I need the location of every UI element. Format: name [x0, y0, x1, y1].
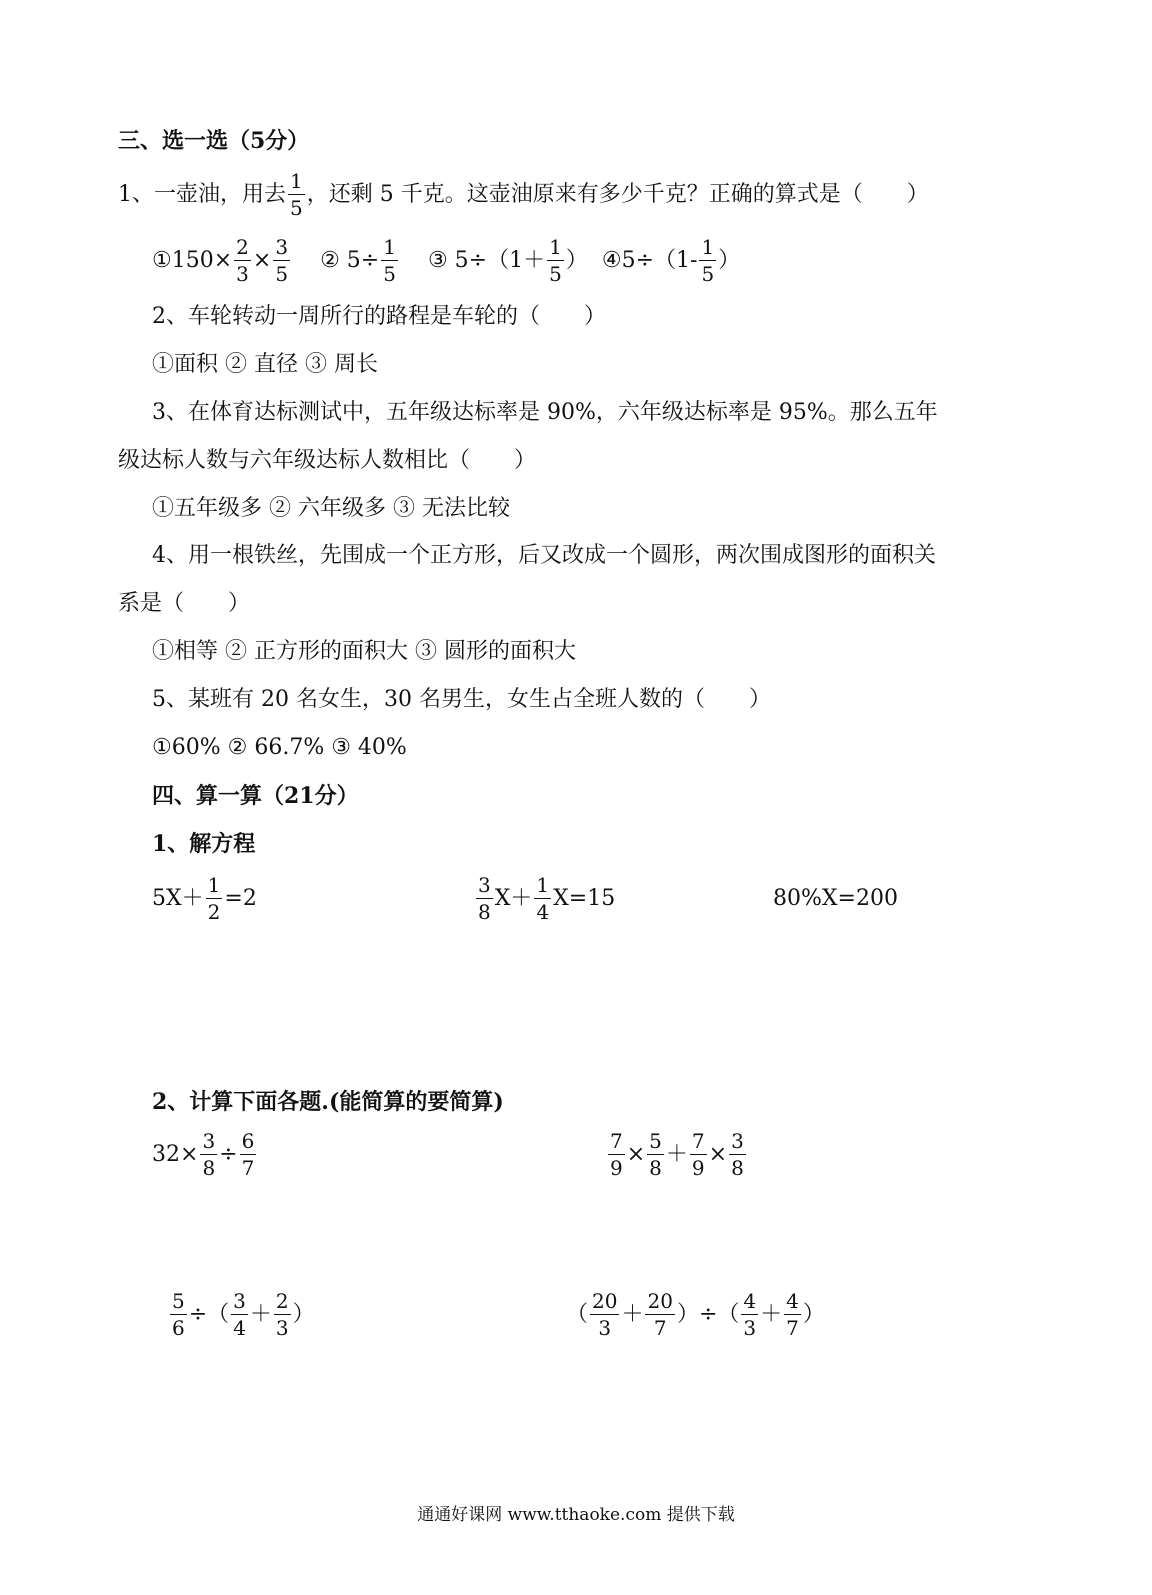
c1-prefix: 32× — [152, 1141, 199, 1167]
q1-opt2-frac: $\frac{1}{5}$ — [383, 235, 396, 286]
q1-options — [152, 236, 740, 285]
eq1-prefix: 5X＋ — [152, 885, 204, 911]
calc-2 — [606, 1130, 748, 1179]
c3-frac2: $\frac{3}{4}$ — [233, 1289, 246, 1340]
q1-opt3-prefix: ③ 5÷（1＋ — [427, 247, 546, 273]
q5-text: 5、某班有 20 名女生，30 名男生，女生占全班人数的（ ） — [152, 687, 771, 712]
c2-frac3: $\frac{7}{9}$ — [691, 1129, 705, 1180]
q1-opt2-prefix: ② 5÷ — [320, 247, 380, 273]
q1-opt1-frac1: $\frac{2}{3}$ — [236, 235, 249, 286]
eq2-frac2: $\frac{1}{4}$ — [536, 873, 550, 924]
q3-line2: 级达标人数与六年级达标人数相比（ ） — [118, 448, 537, 473]
q2-text: 2、车轮转动一周所行的路程是车轮的（ ） — [152, 304, 606, 329]
q1-opt3-frac: $\frac{1}{5}$ — [549, 235, 562, 286]
q1-opt1-mid: × — [252, 247, 272, 273]
c2-frac2: $\frac{5}{8}$ — [649, 1129, 662, 1180]
c2-frac1: $\frac{7}{9}$ — [610, 1129, 623, 1180]
q1-opt1-frac2: $\frac{3}{5}$ — [275, 235, 289, 286]
eq2-suffix: X=15 — [553, 885, 616, 911]
equation-1 — [152, 874, 257, 923]
part2-title: 2、计算下面各题.(能简算的要简算) — [152, 1089, 504, 1115]
q1-opt3-suffix: ） — [565, 247, 588, 273]
q1-post: ，还剩 5 千克。这壶油原来有多少千克？正确的算式是（ ） — [306, 181, 929, 207]
page-footer: 通通好课网 www.tthaoke.com 提供下载 — [417, 1505, 735, 1525]
c2-op1: × — [626, 1141, 646, 1167]
c2-op2: ＋ — [665, 1141, 688, 1167]
calc-1 — [152, 1130, 258, 1179]
q2-options: ①面积 ② 直径 ③ 周长 — [152, 352, 378, 377]
c4-plus2: ＋ — [760, 1301, 783, 1327]
part1-title: 1、解方程 — [152, 831, 256, 857]
c3-plus: ＋ — [249, 1301, 272, 1327]
c3-frac3: $\frac{2}{3}$ — [275, 1289, 289, 1340]
c1-frac1: $\frac{3}{8}$ — [202, 1129, 216, 1180]
c2-frac4: $\frac{3}{8}$ — [731, 1129, 744, 1180]
c4-frac3: $\frac{4}{3}$ — [743, 1289, 757, 1340]
c3-op: ÷（ — [188, 1301, 230, 1327]
c2-op3: × — [708, 1141, 728, 1167]
equation-2 — [474, 874, 615, 923]
c4-open: （ — [566, 1301, 589, 1327]
q1-pre: 1、一壶油，用去 — [118, 181, 286, 207]
q3-options: ①五年级多 ② 六年级多 ③ 无法比较 — [152, 496, 510, 521]
c4-plus1: ＋ — [621, 1301, 644, 1327]
c3-close: ） — [292, 1301, 315, 1327]
eq2-mid: X＋ — [494, 885, 533, 911]
q1-opt4-prefix: ④5÷（1- — [601, 247, 698, 273]
q4-options: ①相等 ② 正方形的面积大 ③ 圆形的面积大 — [152, 639, 576, 664]
c4-frac4: $\frac{4}{7}$ — [786, 1289, 799, 1340]
calc-4 — [566, 1290, 825, 1339]
q4-line1: 4、用一根铁丝，先围成一个正方形，后又改成一个圆形，两次围成图形的面积关 — [152, 543, 936, 568]
c4-mid: ）÷（ — [676, 1301, 740, 1327]
equation-3: 80%X=200 — [773, 886, 898, 911]
q5-options: ①60% ② 66.7% ③ 40% — [152, 735, 407, 760]
q1-line — [118, 170, 929, 219]
c1-frac2: $\frac{6}{7}$ — [241, 1129, 255, 1180]
q4-line2: 系是（ ） — [118, 591, 251, 616]
q3-line1: 3、在体育达标测试中，五年级达标率是 90%，六年级达标率是 95%。那么五年 — [152, 400, 938, 425]
q1-opt4-frac: $\frac{1}{5}$ — [701, 235, 715, 286]
eq2-frac1: $\frac{3}{8}$ — [478, 873, 491, 924]
eq1-suffix: =2 — [224, 885, 257, 911]
c1-op: ÷ — [219, 1141, 238, 1167]
c3-frac1: $\frac{5}{6}$ — [172, 1289, 185, 1340]
q1-opt1-prefix: ①150× — [152, 247, 233, 273]
c4-close: ） — [802, 1301, 825, 1327]
calc-3 — [168, 1290, 315, 1339]
q1-fraction: $\frac{1}{5}$ — [290, 169, 303, 220]
eq1-frac: $\frac{1}{2}$ — [207, 873, 221, 924]
c4-frac2: $\frac{20}{7}$ — [647, 1289, 673, 1340]
c4-frac1: $\frac{20}{3}$ — [592, 1289, 618, 1340]
section4-title: 四、算一算（21分） — [152, 783, 359, 809]
section3-title: 三、选一选（5分） — [118, 128, 310, 154]
q1-opt4-suffix: ） — [718, 247, 741, 273]
